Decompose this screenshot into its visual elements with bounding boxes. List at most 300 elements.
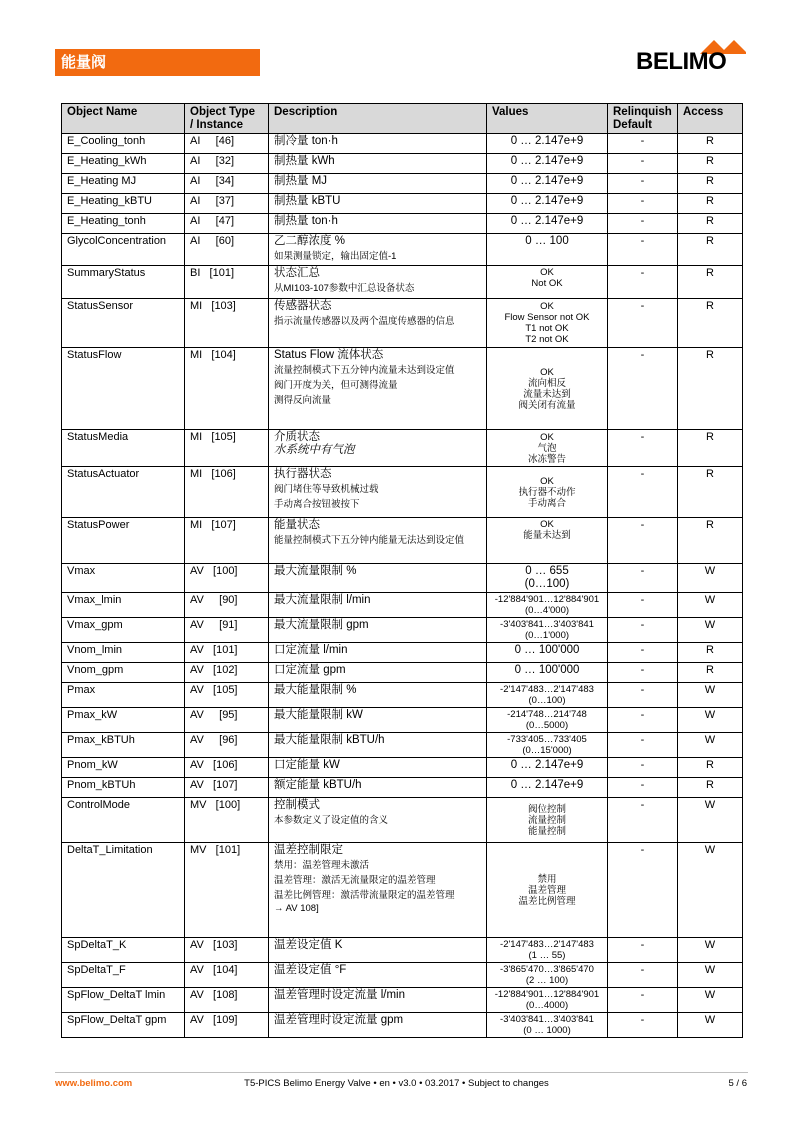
table-row — [62, 843, 743, 938]
value-text: 0 … 2.147e+9 — [510, 155, 584, 167]
access-cell: W — [678, 938, 743, 963]
description-title: 传感器状态 — [274, 300, 332, 312]
table-row — [62, 778, 743, 798]
col-header-description: Description — [269, 104, 487, 134]
object-type-cell: AV [102] — [185, 663, 269, 683]
description-title: 能量状态 — [274, 519, 320, 531]
description-title: 最大能量限制 kW — [274, 709, 363, 721]
relinquish-default-cell: - — [608, 963, 678, 988]
object-type-cell: AI [47] — [185, 214, 269, 234]
description-cell — [269, 266, 487, 299]
description-cell — [269, 467, 487, 518]
relinquish-default-cell: - — [608, 683, 678, 708]
col-header-relinquish-default: Relinquish Default — [608, 104, 678, 134]
object-type-cell: AI [32] — [185, 154, 269, 174]
table-row — [62, 798, 743, 843]
belimo-logo — [636, 40, 748, 80]
table-row — [62, 988, 743, 1013]
object-type-cell: AV [108] — [185, 988, 269, 1013]
description-note: 阀门堵住等导致机械过载 — [274, 484, 379, 495]
object-type-cell: AV [104] — [185, 963, 269, 988]
value-text: -3'403'841…3'403'841 — [500, 619, 594, 630]
relinquish-default-cell: - — [608, 430, 678, 467]
values-cell — [487, 174, 608, 194]
access-cell: R — [678, 663, 743, 683]
value-text: 0 … 100 — [525, 235, 569, 247]
description-title: 最大流量限制 gpm — [274, 619, 369, 631]
object-name-cell: Vnom_gpm — [62, 663, 185, 683]
description-title: 最大流量限制 % — [274, 565, 357, 577]
value-text: (0…100) — [524, 578, 570, 590]
object-type-cell: MI [107] — [185, 518, 269, 564]
access-cell: R — [678, 214, 743, 234]
values-cell — [487, 234, 608, 266]
description-title: 最大流量限制 l/min — [274, 594, 371, 606]
values-cell — [487, 938, 608, 963]
object-type-cell: AV [107] — [185, 778, 269, 798]
values-cell — [487, 618, 608, 643]
value-text: Flow Sensor not OK — [504, 312, 590, 323]
table-row — [62, 708, 743, 733]
values-cell — [487, 758, 608, 778]
object-type-cell: AV [91] — [185, 618, 269, 643]
description-note: 温差管理：激活无流量限定的温差管理 — [274, 875, 436, 886]
description-title: 最大能量限制 kBTU/h — [274, 734, 385, 746]
value-text: 流量控制 — [527, 814, 566, 826]
value-text: OK — [540, 519, 554, 530]
table-row — [62, 963, 743, 988]
table-row — [62, 564, 743, 593]
value-text: T1 not OK — [525, 323, 569, 334]
relinquish-default-cell: - — [608, 938, 678, 963]
value-text: 流量未达到 — [523, 388, 571, 400]
object-type-cell: AI [60] — [185, 234, 269, 266]
relinquish-default-cell: - — [608, 643, 678, 663]
value-text: OK — [540, 301, 554, 312]
value-text: 冰冻警告 — [527, 453, 566, 465]
relinquish-default-cell: - — [608, 174, 678, 194]
bacnet-object-table — [61, 103, 743, 1038]
values-cell — [487, 348, 608, 430]
value-text: OK — [540, 267, 554, 278]
relinquish-default-cell: - — [608, 134, 678, 154]
description-title: 制冷量 ton·h — [274, 135, 338, 147]
object-name-cell: StatusPower — [62, 518, 185, 564]
description-cell — [269, 708, 487, 733]
values-cell — [487, 708, 608, 733]
object-name-cell: SpFlow_DeltaT lmin — [62, 988, 185, 1013]
object-type-cell: AV [106] — [185, 758, 269, 778]
table-row — [62, 683, 743, 708]
value-text: 气泡 — [537, 442, 557, 454]
value-text: 0 … 2.147e+9 — [510, 175, 584, 187]
values-cell — [487, 194, 608, 214]
value-text: 能量未达到 — [523, 530, 571, 541]
col-header-access: Access — [678, 104, 743, 134]
access-cell: W — [678, 708, 743, 733]
values-cell — [487, 564, 608, 593]
object-type-cell: AV [103] — [185, 938, 269, 963]
object-type-cell: AV [109] — [185, 1013, 269, 1038]
values-cell — [487, 798, 608, 843]
description-title: 最大能量限制 % — [274, 684, 357, 696]
value-text: -733'405…733'405 — [507, 734, 587, 745]
relinquish-default-cell: - — [608, 798, 678, 843]
access-cell: R — [678, 194, 743, 214]
object-type-cell: AV [96] — [185, 733, 269, 758]
table-row — [62, 593, 743, 618]
object-name-cell: SpDeltaT_K — [62, 938, 185, 963]
object-name-cell: E_Heating MJ — [62, 174, 185, 194]
value-text: (0…100) — [528, 695, 566, 706]
description-note: 本参数定义了设定值的含义 — [274, 815, 389, 826]
description-cell — [269, 154, 487, 174]
value-text: 能量控制 — [527, 825, 566, 837]
access-cell: R — [678, 758, 743, 778]
table-row — [62, 299, 743, 348]
table-header-row — [62, 104, 743, 134]
relinquish-default-cell: - — [608, 618, 678, 643]
values-cell — [487, 593, 608, 618]
table-body — [62, 134, 743, 1038]
description-title: 介质状态 — [274, 431, 320, 443]
object-type-cell: AV [105] — [185, 683, 269, 708]
value-text: Not OK — [531, 278, 563, 289]
description-title: 口定流量 l/min — [274, 644, 348, 656]
table-row — [62, 214, 743, 234]
description-title: 口定能量 kW — [274, 759, 340, 771]
description-cell — [269, 593, 487, 618]
values-cell — [487, 778, 608, 798]
description-title: 制热量 kBTU — [274, 195, 341, 207]
relinquish-default-cell: - — [608, 518, 678, 564]
description-cell — [269, 564, 487, 593]
relinquish-default-cell: - — [608, 988, 678, 1013]
value-text: (0 … 1000) — [523, 1025, 571, 1036]
values-cell — [487, 963, 608, 988]
values-cell — [487, 1013, 608, 1038]
relinquish-default-cell: - — [608, 758, 678, 778]
value-text: OK — [540, 475, 554, 487]
access-cell: R — [678, 266, 743, 299]
access-cell: W — [678, 733, 743, 758]
values-cell — [487, 214, 608, 234]
description-cell — [269, 618, 487, 643]
table-row — [62, 1013, 743, 1038]
value-text: (0…4'000) — [524, 605, 570, 616]
relinquish-default-cell: - — [608, 348, 678, 430]
object-name-cell: Vmax_lmin — [62, 593, 185, 618]
relinquish-default-cell: - — [608, 593, 678, 618]
access-cell: R — [678, 467, 743, 518]
relinquish-default-cell: - — [608, 778, 678, 798]
access-cell: R — [678, 134, 743, 154]
logo-text: BELIMO — [636, 48, 727, 75]
value-text: 禁用 — [537, 873, 557, 885]
values-cell — [487, 154, 608, 174]
value-text: 阀关闭有流量 — [518, 399, 576, 411]
col-header-values: Values — [487, 104, 608, 134]
values-cell — [487, 467, 608, 518]
description-note: 从MI103-107参数中汇总设备状态 — [274, 283, 415, 294]
description-cell — [269, 430, 487, 467]
relinquish-default-cell: - — [608, 234, 678, 266]
description-title: 温差管理时设定流量 gpm — [274, 1014, 404, 1026]
description-title: 温差设定值 °F — [274, 964, 347, 976]
object-name-cell: Pmax_kBTUh — [62, 733, 185, 758]
object-type-cell: AI [37] — [185, 194, 269, 214]
col-header-object-name: Object Name — [62, 104, 185, 134]
access-cell: R — [678, 154, 743, 174]
object-type-cell: MV [101] — [185, 843, 269, 938]
values-cell — [487, 663, 608, 683]
description-cell — [269, 733, 487, 758]
footer-website[interactable]: www.belimo.com — [55, 1078, 133, 1089]
description-cell — [269, 798, 487, 843]
description-cell — [269, 843, 487, 938]
object-type-cell: BI [101] — [185, 266, 269, 299]
footer-divider — [55, 1072, 748, 1073]
table-row — [62, 174, 743, 194]
value-text: 0 … 100'000 — [514, 644, 580, 656]
object-name-cell: E_Heating_tonh — [62, 214, 185, 234]
values-cell — [487, 843, 608, 938]
object-name-cell: SpFlow_DeltaT gpm — [62, 1013, 185, 1038]
values-cell — [487, 988, 608, 1013]
description-note: 禁用：温差管理未激活 — [274, 860, 370, 871]
description-note: → AV 108] — [274, 903, 319, 914]
description-cell — [269, 1013, 487, 1038]
value-text: -214'748…214'748 — [507, 709, 587, 720]
description-note: 测得反向流量 — [274, 395, 332, 406]
object-name-cell: Vmax_gpm — [62, 618, 185, 643]
description-cell — [269, 663, 487, 683]
description-note: 指示流量传感器以及两个温度传感器的信息 — [274, 316, 455, 327]
object-name-cell: StatusSensor — [62, 299, 185, 348]
access-cell: W — [678, 683, 743, 708]
value-text: OK — [540, 366, 554, 378]
description-title: 温差管理时设定流量 l/min — [274, 989, 405, 1001]
access-cell: R — [678, 778, 743, 798]
object-type-cell: AV [95] — [185, 708, 269, 733]
value-text: 手动离合 — [527, 497, 566, 509]
description-note: 温差比例管理：激活带流量限定的温差管理 — [274, 890, 455, 901]
access-cell: W — [678, 618, 743, 643]
description-cell — [269, 988, 487, 1013]
relinquish-default-cell: - — [608, 299, 678, 348]
object-name-cell: E_Heating_kBTU — [62, 194, 185, 214]
table-row — [62, 234, 743, 266]
description-cell — [269, 348, 487, 430]
table-row — [62, 758, 743, 778]
table-row — [62, 733, 743, 758]
description-title: 制热量 kWh — [274, 155, 335, 167]
access-cell: R — [678, 348, 743, 430]
values-cell — [487, 430, 608, 467]
relinquish-default-cell: - — [608, 708, 678, 733]
access-cell: R — [678, 643, 743, 663]
description-note: 流量控制模式下五分钟内流量未达到设定值 — [274, 365, 455, 376]
relinquish-default-cell: - — [608, 154, 678, 174]
access-cell: R — [678, 234, 743, 266]
access-cell: W — [678, 798, 743, 843]
description-cell — [269, 643, 487, 663]
table-row — [62, 266, 743, 299]
access-cell: R — [678, 430, 743, 467]
object-name-cell: SummaryStatus — [62, 266, 185, 299]
value-text: (0…1'000) — [524, 630, 570, 641]
table-row — [62, 348, 743, 430]
description-title: 乙二醇浓度 % — [274, 235, 345, 247]
access-cell: W — [678, 564, 743, 593]
value-text: -2'147'483…2'147'483 — [500, 684, 594, 695]
description-cell — [269, 214, 487, 234]
relinquish-default-cell: - — [608, 266, 678, 299]
description-title: 执行器状态 — [274, 468, 332, 480]
values-cell — [487, 299, 608, 348]
access-cell: W — [678, 1013, 743, 1038]
object-name-cell: Vnom_lmin — [62, 643, 185, 663]
values-cell — [487, 518, 608, 564]
table-row — [62, 430, 743, 467]
description-note: 阀门开度为关，但可测得流量 — [274, 380, 398, 391]
object-name-cell: Pmax — [62, 683, 185, 708]
description-cell — [269, 194, 487, 214]
description-cell — [269, 938, 487, 963]
value-text: -12'884'901…12'884'901 — [494, 989, 600, 1000]
description-cell — [269, 299, 487, 348]
table-row — [62, 518, 743, 564]
table-row — [62, 194, 743, 214]
object-name-cell: Vmax — [62, 564, 185, 593]
object-type-cell: MI [106] — [185, 467, 269, 518]
value-text: (0…15'000) — [522, 745, 572, 756]
description-title: 制热量 MJ — [274, 175, 328, 187]
table-row — [62, 467, 743, 518]
values-cell — [487, 266, 608, 299]
values-cell — [487, 134, 608, 154]
object-name-cell: StatusFlow — [62, 348, 185, 430]
description-note: 如果测量锁定，输出固定值-1 — [274, 251, 397, 262]
value-text: 0 … 2.147e+9 — [510, 135, 584, 147]
value-text: 0 … 2.147e+9 — [510, 215, 584, 227]
access-cell: W — [678, 963, 743, 988]
footer-page-number: 5 / 6 — [728, 1078, 747, 1089]
value-text: (0…5000) — [525, 720, 569, 731]
value-text: 温差比例管理 — [518, 895, 576, 907]
table-row — [62, 663, 743, 683]
description-title: 制热量 ton·h — [274, 215, 338, 227]
description-note: 手动离合按钮被按下 — [274, 499, 360, 510]
relinquish-default-cell: - — [608, 467, 678, 518]
object-type-cell: MI [103] — [185, 299, 269, 348]
object-type-cell: MI [104] — [185, 348, 269, 430]
value-text: (2 … 100) — [525, 975, 569, 986]
object-type-cell: AI [34] — [185, 174, 269, 194]
access-cell: W — [678, 988, 743, 1013]
object-name-cell: DeltaT_Limitation — [62, 843, 185, 938]
access-cell: R — [678, 299, 743, 348]
value-text: 执行器不动作 — [518, 486, 576, 498]
description-title: 额定能量 kBTU/h — [274, 779, 362, 791]
description-cell — [269, 963, 487, 988]
object-type-cell: MI [105] — [185, 430, 269, 467]
relinquish-default-cell: - — [608, 733, 678, 758]
object-type-cell: AI [46] — [185, 134, 269, 154]
access-cell: W — [678, 593, 743, 618]
table-row — [62, 154, 743, 174]
description-title: 控制模式 — [274, 799, 320, 811]
relinquish-default-cell: - — [608, 194, 678, 214]
description-cell — [269, 758, 487, 778]
value-text: 阀位控制 — [527, 803, 566, 815]
object-name-cell: E_Heating_kWh — [62, 154, 185, 174]
description-title: 口定流量 gpm — [274, 664, 346, 676]
object-name-cell: StatusActuator — [62, 467, 185, 518]
value-text: 0 … 2.147e+9 — [510, 195, 584, 207]
value-text: 0 … 2.147e+9 — [510, 779, 584, 791]
access-cell: R — [678, 518, 743, 564]
object-type-cell: MV [100] — [185, 798, 269, 843]
object-name-cell: E_Cooling_tonh — [62, 134, 185, 154]
table-row — [62, 643, 743, 663]
value-text: (0…4000) — [525, 1000, 569, 1011]
description-title: 温差设定值 K — [274, 939, 343, 951]
object-type-cell: AV [101] — [185, 643, 269, 663]
object-name-cell: StatusMedia — [62, 430, 185, 467]
values-cell — [487, 683, 608, 708]
relinquish-default-cell: - — [608, 214, 678, 234]
description-cell — [269, 778, 487, 798]
table-row — [62, 134, 743, 154]
description-cell — [269, 234, 487, 266]
value-text: OK — [540, 431, 554, 443]
object-name-cell: SpDeltaT_F — [62, 963, 185, 988]
footer-document-info: T5-PICS Belimo Energy Valve • en • v3.0 • 03.2017 • Subject to changes — [244, 1078, 549, 1089]
description-title: 温差控制限定 — [274, 844, 343, 856]
page-title: 能量阀 — [61, 54, 107, 71]
object-name-cell: Pnom_kBTUh — [62, 778, 185, 798]
table-row — [62, 938, 743, 963]
description-note: 能量控制模式下五分钟内能量无法达到设定值 — [274, 535, 465, 546]
page-title-bar — [55, 49, 260, 76]
description-note: 水系统中有气泡 — [274, 444, 355, 456]
object-type-cell: AV [90] — [185, 593, 269, 618]
value-text: T2 not OK — [525, 334, 569, 345]
object-name-cell: ControlMode — [62, 798, 185, 843]
access-cell: R — [678, 174, 743, 194]
value-text: -2'147'483…2'147'483 — [500, 939, 594, 950]
access-cell: W — [678, 843, 743, 938]
description-cell — [269, 174, 487, 194]
relinquish-default-cell: - — [608, 843, 678, 938]
value-text: 温差管理 — [527, 884, 566, 896]
description-title: Status Flow 流体状态 — [274, 349, 384, 361]
relinquish-default-cell: - — [608, 1013, 678, 1038]
value-text: 0 … 2.147e+9 — [510, 759, 584, 771]
object-name-cell: GlycolConcentration — [62, 234, 185, 266]
relinquish-default-cell: - — [608, 564, 678, 593]
value-text: 流向相反 — [527, 377, 566, 389]
description-cell — [269, 134, 487, 154]
col-header-object-type: Object Type / Instance — [185, 104, 269, 134]
value-text: 0 … 655 — [525, 565, 569, 577]
value-text: 0 … 100'000 — [514, 664, 580, 676]
value-text: -3'403'841…3'403'841 — [500, 1014, 594, 1025]
value-text: -3'865'470…3'865'470 — [500, 964, 594, 975]
value-text: -12'884'901…12'884'901 — [494, 594, 600, 605]
values-cell — [487, 733, 608, 758]
